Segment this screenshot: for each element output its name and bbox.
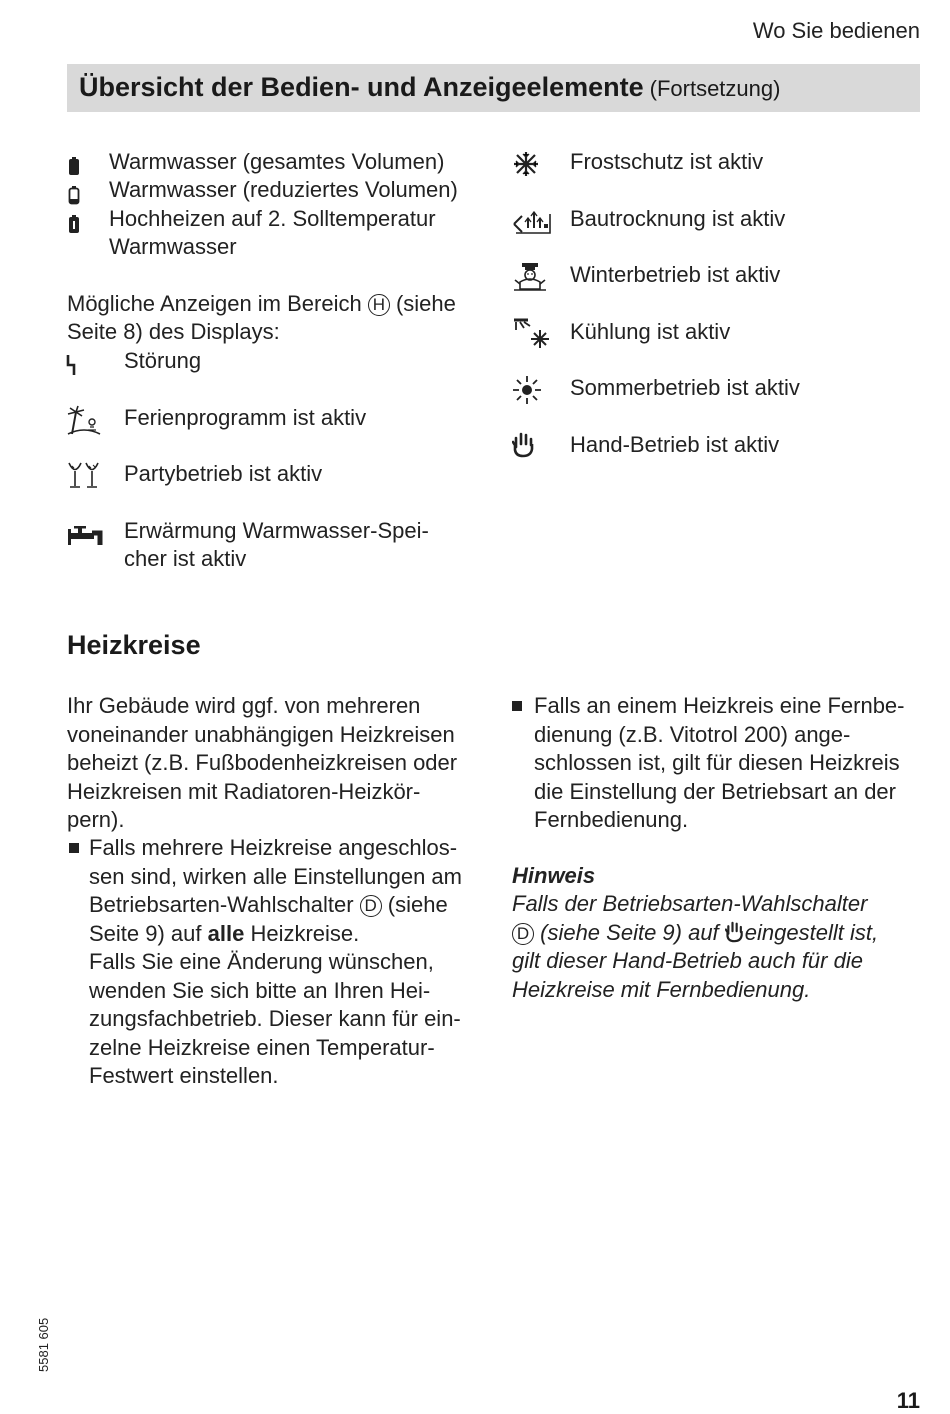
note-text: Falls der Betriebsarten-Wahlschalter D (siehe Seite 9) auf eingestellt ist, gilt dieser Hand-Betrieb auch für die Heizkreise mit Fernbedienung. [512, 891, 879, 1002]
winter-label: Winterbetrieb ist aktiv [570, 262, 781, 287]
manual-mode-hand-icon [512, 432, 536, 458]
manual-mode-hand-icon [725, 921, 745, 943]
area-h-marker: H [368, 294, 390, 316]
dhw-boost-label-2: Warmwasser [109, 234, 237, 259]
bullet-marker [69, 843, 79, 853]
frost-protection-icon [512, 150, 540, 178]
fault-icon [66, 353, 80, 377]
bullet-multiple-circuits: Falls mehrere Heizkreise angeschlos- sen sind, wirken alle Einstellungen am Betriebsarten-Wahlschalter D (siehe Seite 9) auf alle Heizkreise. Falls Sie eine Änderung wünschen, wenden Sie sich bitte an Ihren Hei- zungsfachbetrieb. Dieser kann für ein- zelne Heizkreise einen Temperatur- Festwert einstellen. [89, 835, 462, 1088]
heizkreise-heading: Heizkreise [67, 630, 201, 660]
holiday-program-icon [66, 404, 102, 436]
holiday-label: Ferienprogramm ist aktiv [124, 405, 367, 430]
bullet-remote-control: Falls an einem Heizkreis eine Fernbe- dienung (z.B. Vitotrol 200) ange- schlossen ist, gilt für diesen Heizkreis die Einstellung der Betriebsart an der Fernbedienung. [534, 693, 905, 832]
selector-d-marker: D [360, 895, 382, 917]
dhw-full-label: Warmwasser (gesamtes Volumen) [109, 149, 445, 174]
party-label: Partybetrieb ist aktiv [124, 461, 323, 486]
dhw-heating-label-2: cher ist aktiv [124, 546, 247, 571]
title-bar [67, 64, 920, 112]
dhw-boost-icon [66, 214, 82, 236]
document-code: 5581 605 [36, 1317, 51, 1372]
dhw-full-icon [66, 156, 82, 178]
page-subtitle: (Fortsetzung) [649, 76, 781, 101]
dhw-heating-label-1: Erwärmung Warmwasser-Spei- [124, 518, 429, 543]
manual-label: Hand-Betrieb ist aktiv [570, 432, 780, 457]
fault-label: Störung [124, 348, 202, 373]
selector-d-marker: D [512, 923, 534, 945]
party-mode-icon [66, 460, 102, 492]
intro-line-2: Seite 8) des Displays: [67, 319, 280, 344]
frost-label: Frostschutz ist aktiv [570, 149, 764, 174]
page-number: 11 [896, 1388, 920, 1413]
note-heading: Hinweis [512, 863, 596, 888]
winter-mode-icon [512, 262, 548, 292]
cooling-label: Kühlung ist aktiv [570, 319, 731, 344]
intro-line-1: Mögliche Anzeigen im Bereich H (siehe [67, 291, 456, 316]
dhw-reduced-label: Warmwasser (reduziertes Volumen) [109, 177, 458, 202]
dhw-heating-tap-icon [66, 525, 104, 551]
page-title: Übersicht der Bedien- und Anzeigeelemente (Fortsetzung) [79, 72, 781, 102]
summer-label: Sommerbetrieb ist aktiv [570, 375, 800, 400]
heizkreise-intro: Ihr Gebäude wird ggf. von mehreren voneinander unabhängigen Heizkreisen beheizt (z.B. Fußbodenheizkreisen oder Heizkreisen mit Radiatoren-Heizkör- pern). [67, 693, 458, 832]
cooling-icon [512, 318, 550, 348]
bullet-marker [512, 701, 522, 711]
summer-mode-icon [512, 375, 542, 405]
dhw-boost-label-1: Hochheizen auf 2. Solltemperatur [109, 206, 436, 231]
section-label: Wo Sie bedienen [752, 18, 920, 43]
screed-label: Bautrocknung ist aktiv [570, 206, 786, 231]
screed-drying-icon [512, 206, 552, 236]
dhw-reduced-icon [66, 185, 82, 207]
